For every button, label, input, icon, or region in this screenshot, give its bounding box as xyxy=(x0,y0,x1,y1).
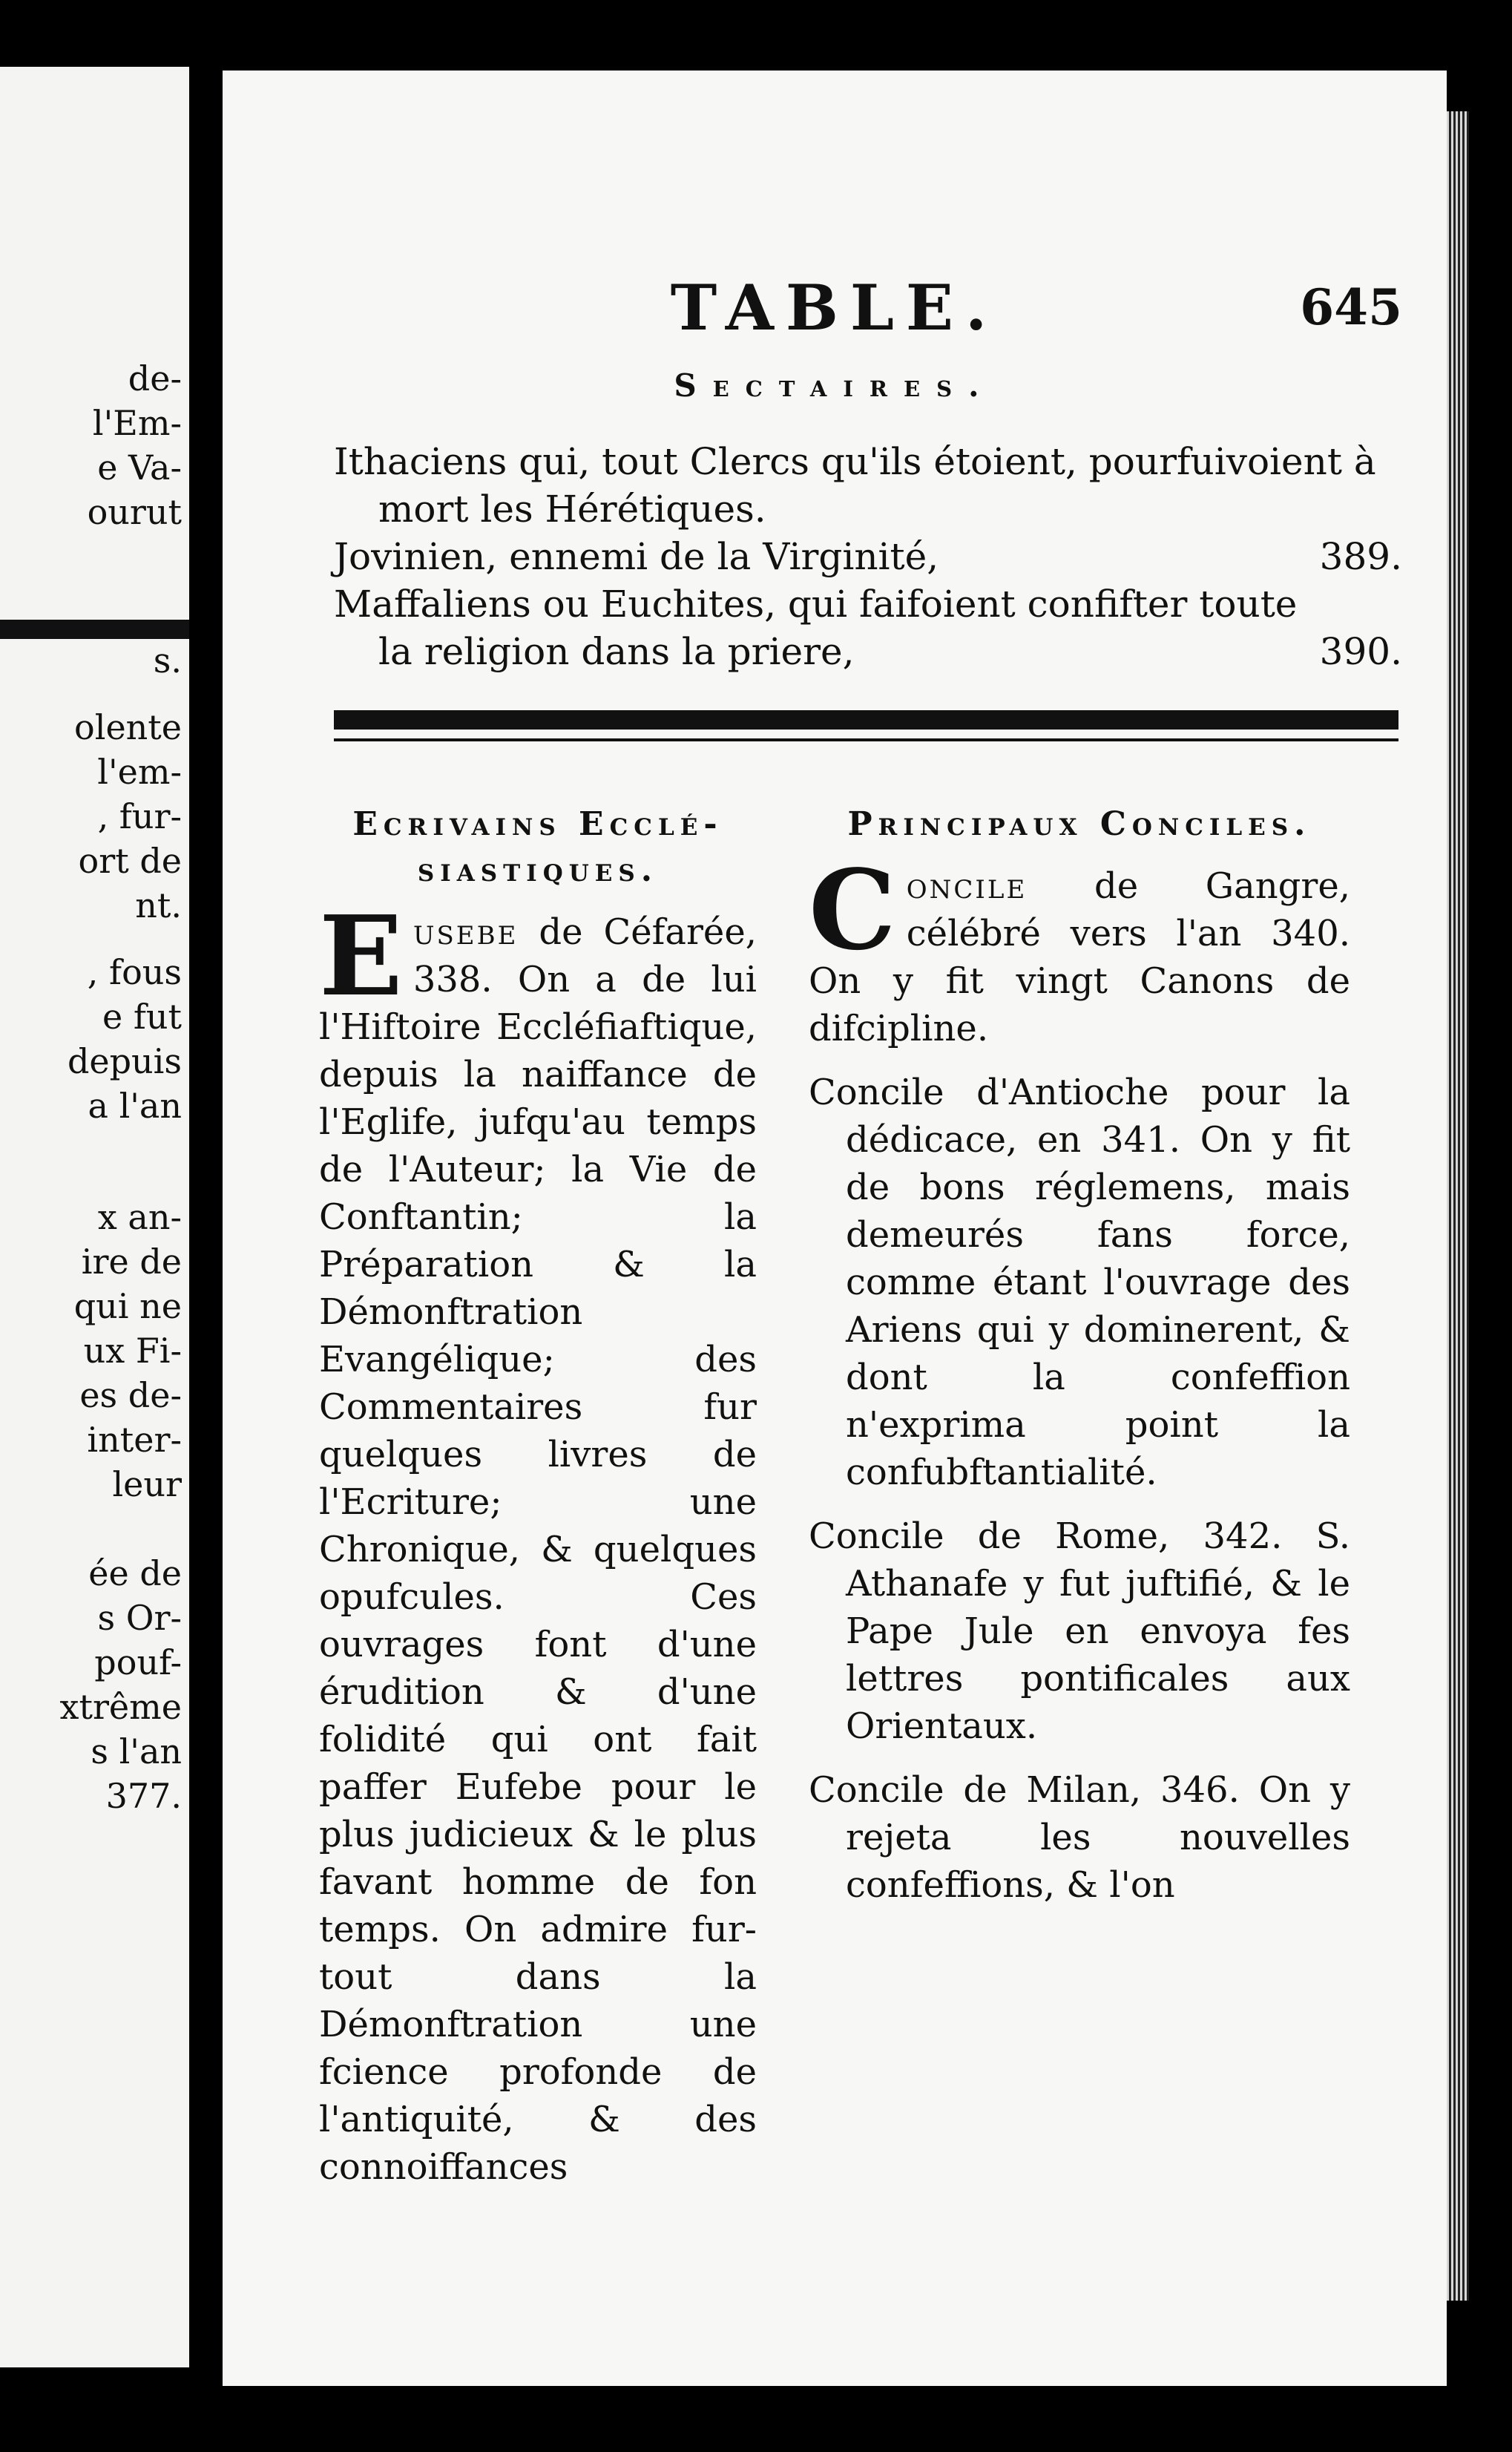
left-line: ée de xyxy=(88,1553,182,1593)
left-line: s Or- xyxy=(97,1598,182,1638)
entry-text: Ithaciens qui, tout Clercs qu'ils étoient, pourfuivoient à mort les Hérétiques. xyxy=(334,440,1376,531)
left-line: s l'an xyxy=(91,1731,182,1771)
lead-word: oncile xyxy=(906,865,1028,907)
left-page-text xyxy=(4,356,182,1818)
left-line: x an- xyxy=(97,1197,182,1237)
drop-cap: E xyxy=(319,891,403,1020)
left-line: de- xyxy=(128,358,182,399)
left-line: ux Fi- xyxy=(83,1331,182,1371)
left-line: , fous xyxy=(87,952,182,992)
sectaires-list xyxy=(334,438,1402,675)
column-conciles xyxy=(809,802,1350,1925)
concile-paragraph xyxy=(809,845,1350,1052)
section-divider-thick xyxy=(334,710,1398,730)
left-page-rule xyxy=(0,620,189,639)
drop-cap: C xyxy=(809,845,896,974)
left-line: a l'an xyxy=(88,1086,182,1126)
left-line: ire de xyxy=(81,1242,182,1282)
left-line: l'em- xyxy=(97,752,182,792)
list-item xyxy=(334,533,1402,580)
page-number: 645 xyxy=(1300,278,1402,336)
entry-page-ref: 389. xyxy=(1319,535,1402,578)
column-ecrivains xyxy=(319,802,757,2191)
section-heading-sectaires: Sectaires. xyxy=(674,367,996,404)
left-line: pouf- xyxy=(94,1642,182,1682)
paragraph-text: de Céfarée, 338. On a de lui l'Hiftoire Eccléfiaftique, depuis la naiffance de l'Eglife, jufqu'au temps de l'Auteur; la Vie de Conftantin; la Préparation & la Démonftration Evangélique; des Commentaires fur quelques livres de l'Ecriture; une Chronique, & quelques opufcules. Ces ouvrages font d'une érudition & d'une folidité qui ont fait paffer Eufebe pour le plus judicieux & le plus favant homme de fon temps. On admire fur-tout dans la Démonftration une fcience profonde de l'antiquité, & des connoiffances xyxy=(319,911,757,2188)
left-line: l'Em- xyxy=(92,403,182,443)
left-line: s. xyxy=(153,640,182,681)
left-line: e Va- xyxy=(97,448,182,488)
list-item xyxy=(334,438,1402,533)
page-edges xyxy=(1447,111,1469,2301)
left-line: 377. xyxy=(105,1776,182,1816)
column-heading-ecrivains: Ecrivains Ecclé-siastiques. xyxy=(352,805,723,889)
left-line: xtrême xyxy=(59,1687,182,1727)
concile-paragraph: Concile de Milan, 346. On y rejeta les nouvelles confeffions, & l'on xyxy=(809,1769,1350,1906)
left-line: olente xyxy=(74,707,182,747)
concile-paragraph: Concile de Rome, 342. S. Athanafe y fut juftifié, & le Pape Jule en envoya fes lettres pontificales aux Orientaux. xyxy=(809,1515,1350,1747)
lead-word: usebe xyxy=(412,911,519,953)
left-line: ort de xyxy=(78,841,182,881)
book-page xyxy=(223,71,1447,2386)
left-page-fragment xyxy=(0,67,189,2367)
left-line: depuis xyxy=(67,1041,182,1081)
left-line: inter- xyxy=(87,1420,182,1460)
concile-paragraph: Concile d'Antioche pour la dédicace, en 341. On y fit de bons réglemens, mais demeurés fans force, comme étant l'ouvrage des Ariens qui y dominerent, & dont la confeffion n'exprima point la confubftantialité. xyxy=(809,1072,1350,1493)
entry-page-ref: 390. xyxy=(1319,630,1402,673)
section-divider-thin xyxy=(334,738,1398,741)
left-line: es de- xyxy=(79,1375,182,1415)
left-line: nt. xyxy=(135,885,182,925)
left-line: qui ne xyxy=(73,1286,182,1326)
left-line: e fut xyxy=(102,997,182,1037)
left-line: leur xyxy=(112,1464,182,1504)
left-line: ourut xyxy=(87,492,182,532)
column-heading-conciles: Principaux Conciles. xyxy=(847,805,1312,843)
page-title: TABLE. xyxy=(670,271,999,344)
page-header xyxy=(223,271,1447,353)
ecrivains-paragraph xyxy=(319,891,757,2191)
left-line: , fur- xyxy=(97,796,182,836)
book-spine xyxy=(189,0,226,2452)
paragraph-text: de Gangre, célébré vers l'an 340. On y fit vingt Canons de difcipline. xyxy=(809,865,1350,1049)
entry-text: Maffaliens ou Euchites, qui faifoient confifter toute la religion dans la priere, xyxy=(334,583,1298,673)
list-item xyxy=(334,580,1402,675)
entry-text: Jovinien, ennemi de la Virginité, xyxy=(334,535,939,578)
